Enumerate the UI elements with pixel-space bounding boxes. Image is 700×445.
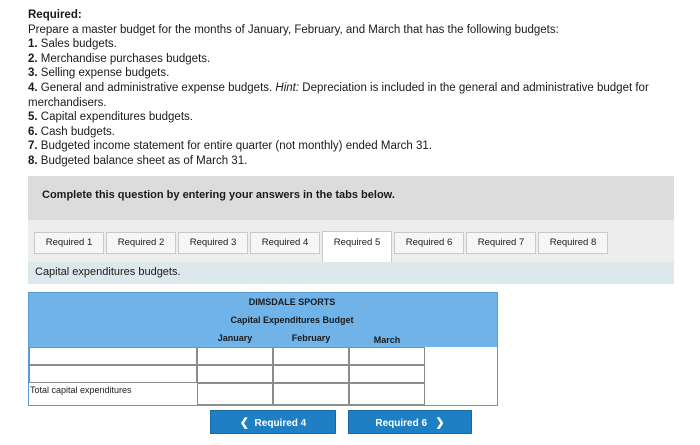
tab-bar (28, 220, 674, 262)
budget-title: Capital Expenditures Budget (230, 315, 354, 325)
instruction-item-1: 1. Sales budgets. (28, 38, 117, 51)
question-prompt: Complete this question by entering your answers in the tabs below. (28, 176, 674, 220)
instruction-item-8: 8. Budgeted balance sheet as of March 31. (28, 154, 248, 167)
total-january-cell[interactable] (197, 383, 273, 405)
row-2-january-cell[interactable] (197, 365, 273, 383)
tab-required-2[interactable]: Required 2 (106, 232, 176, 254)
tab-required-1[interactable]: Required 1 (34, 232, 104, 254)
total-january-input[interactable] (198, 385, 272, 405)
instructions-title: Required: (28, 9, 82, 21)
instruction-item-6: 6. Cash budgets. (28, 125, 115, 138)
total-march-cell[interactable] (349, 383, 425, 405)
tab-required-3[interactable]: Required 3 (178, 232, 248, 254)
tab-required-6[interactable]: Required 6 (394, 232, 464, 254)
chevron-left-icon: ❮ (239, 417, 249, 429)
row-1-march-cell[interactable] (349, 347, 425, 365)
total-february-cell[interactable] (273, 383, 349, 405)
company-name: DIMSDALE SPORTS (248, 297, 336, 307)
chevron-right-icon: ❯ (435, 417, 445, 429)
row-2-february-cell[interactable] (273, 365, 349, 383)
column-header-march: March (373, 335, 401, 345)
hint-label: Hint: (275, 81, 300, 94)
row-2-march-cell[interactable] (349, 365, 425, 383)
instructions-intro: Prepare a master budget for the months of January, February, and March that has the following budgets: (28, 23, 559, 36)
instructions (28, 8, 688, 169)
instruction-item-2: 2. Merchandise purchases budgets. (28, 52, 211, 65)
prev-button-label: Required 4 (254, 418, 307, 429)
column-header-january: January (217, 333, 253, 343)
total-march-input[interactable] (350, 385, 424, 405)
table-title-row (29, 311, 497, 329)
instruction-item-3: 3. Selling expense budgets. (28, 67, 170, 80)
table-company-row (29, 293, 497, 311)
row-2-label-input[interactable] (30, 369, 196, 385)
tab-required-4[interactable]: Required 4 (250, 232, 320, 254)
row-2-label-cell[interactable] (29, 365, 197, 383)
prev-required-button[interactable] (210, 410, 336, 434)
next-required-button[interactable] (348, 410, 472, 434)
instruction-item-4: 4. General and administrative expense budgets. Hint: Depreciation is included in the general and administrative budget for merchandisers. (28, 81, 649, 109)
table-column-header-row (29, 329, 497, 347)
tab-required-7[interactable]: Required 7 (466, 232, 536, 254)
content-header: Capital expenditures budgets. (28, 262, 674, 284)
next-button-label: Required 6 (375, 418, 428, 429)
instruction-item-5: 5. Capital expenditures budgets. (28, 111, 193, 124)
tab-required-5[interactable]: Required 5 (322, 231, 392, 263)
column-header-february: February (291, 333, 331, 343)
row-1-label-cell[interactable] (29, 347, 197, 365)
row-1-february-cell[interactable] (273, 347, 349, 365)
tab-required-8[interactable]: Required 8 (538, 232, 608, 254)
total-february-input[interactable] (274, 385, 348, 405)
instruction-item-7: 7. Budgeted income statement for entire quarter (not monthly) ended March 31. (28, 140, 433, 153)
row-1-january-cell[interactable] (197, 347, 273, 365)
capital-expenditures-table (28, 292, 498, 406)
total-capital-expenditures-label: Total capital expenditures (30, 385, 132, 395)
